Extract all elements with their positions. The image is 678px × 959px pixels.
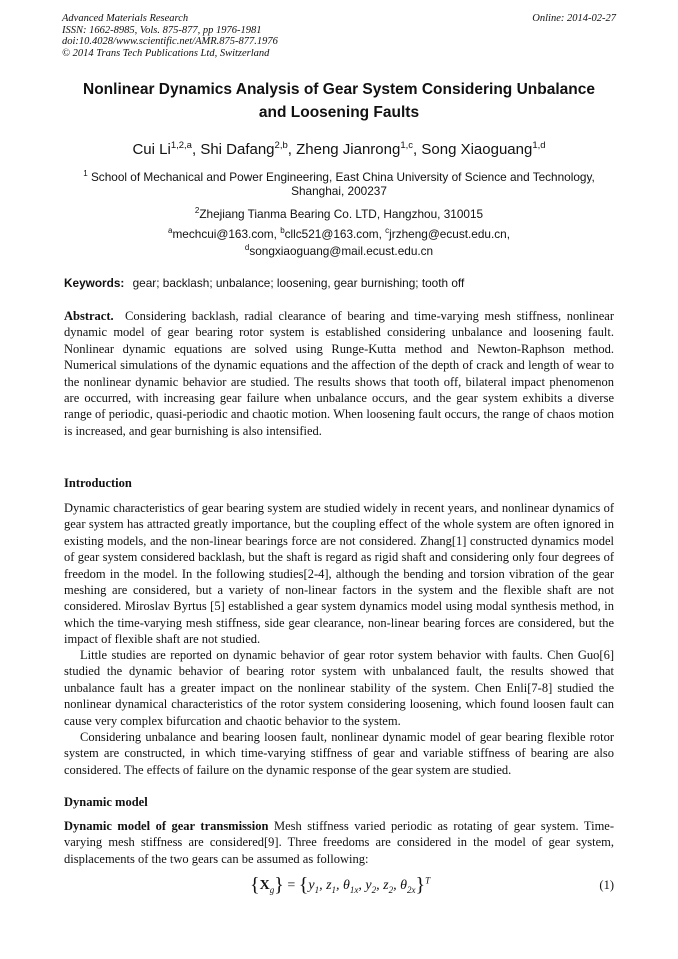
email-mark: a	[168, 226, 173, 235]
keywords-label: Keywords:	[64, 276, 125, 290]
author-list	[40, 140, 638, 158]
author-affiliation-mark: 2,b	[274, 140, 288, 151]
author-affiliation-mark: 1,2,a	[170, 140, 192, 151]
section-heading-introduction: Introduction	[64, 476, 132, 490]
left-brace-symbol: {	[250, 874, 260, 896]
affiliation-1	[62, 167, 616, 199]
subsection-label: Dynamic model of gear transmission	[64, 819, 269, 833]
author-name: Shi Dafang	[200, 141, 275, 158]
email-link[interactable]: songxiaoguang@mail.ecust.edu.cn	[249, 244, 434, 259]
introduction-paragraph-1: Dynamic characteristics of gear bearing system are studied widely in recent years, and nonlinear dynamics of gear system has attracted greatly importance, but the coupling effect of the whole system are often ignored in existing models, and the non-linear bearings force are not considered. Zhang[1] constructed dynamics model of gear system considered backlash, but the shaft is regard as rigid shaft and considering only four degrees of freedom in the model. In the following studies[2-4], although the bending and torsion vibration of the gear meshing are considered, but a variety of non-linear factors in the system and the flexible shaft are not considered. Miroslav Byrtus [5] established a gear system dynamics model using modal synthesis method, in which the time-varying mesh stiffness, side gear clearance, non-linear bearing forces are considered, but the impact of flexible shaft are not studied.	[64, 501, 614, 647]
author-affiliation-mark: 1,d	[532, 140, 546, 151]
title-line-1: Nonlinear Dynamics Analysis of Gear System Considering Unbalance	[83, 81, 595, 98]
journal-issn: ISSN: 1662-8985, Vols. 875-877, pp 1976-1981	[62, 24, 262, 36]
author-name: Zheng Jianrong	[296, 141, 401, 158]
eq-term-subscript: 1	[331, 884, 337, 895]
email-mark: c	[385, 226, 390, 235]
author-affiliation-mark: 1,c	[400, 140, 414, 151]
email-link[interactable]: mechcui@163.com,	[172, 226, 281, 241]
abstract	[64, 308, 614, 439]
affiliation-line: Zhejiang Tianma Bearing Co. LTD, Hangzhou, 310015	[199, 206, 484, 221]
right-brace-symbol: }	[274, 874, 284, 896]
equation-1: $\{X_g\} = \{y_1$, $z_1$, $\theta_{1x}$, $y_2$, $z_2$, $\theta_{2x}\}^T$	[250, 874, 431, 896]
affiliation-mark: 1	[83, 169, 88, 178]
dynamic-model-paragraph	[64, 818, 614, 867]
eq-term-subscript: 2	[388, 884, 394, 895]
author-separator: ,	[287, 141, 297, 158]
journal-doi: doi:10.4028/www.scientific.net/AMR.875-877.1976	[62, 36, 278, 48]
affiliation-mark: 2	[194, 206, 200, 215]
email-list	[62, 224, 616, 259]
affiliation-line: Shanghai, 200237	[291, 184, 387, 199]
equation-number: (1)	[599, 878, 614, 892]
email-mark: d	[244, 243, 250, 253]
eq-equals: =	[287, 878, 296, 893]
author-name: Cui Li	[132, 141, 171, 158]
eq-transpose: T	[425, 875, 431, 886]
left-brace-symbol: {	[298, 874, 309, 896]
journal-name: Advanced Materials Research	[62, 13, 189, 24]
author-separator: ,	[191, 141, 201, 158]
eq-term: θ	[343, 878, 350, 893]
right-brace-symbol: }	[415, 874, 426, 896]
keywords-text: gear; backlash; unbalance; loosening, gear burnishing; tooth off	[132, 276, 465, 290]
eq-term-subscript: 2	[371, 884, 377, 895]
paper-title	[40, 78, 638, 124]
dynamic-model-text: Mesh stiffness varied periodic as rotating of gear system. Time-varying mesh stiffness are considered[9]. Three freedoms are considered in the model of gear system, displacements of the two gears can be assumed as following:	[64, 819, 615, 866]
eq-term: θ	[400, 878, 407, 893]
abstract-text: Considering backlash, radial clearance of bearing and time-varying mesh stiffness, nonlinear dynamic model of gear bearing rotor system is established considering unbalance and loosening fault. Nonlinear dynamic equations are solved using Runge-Kutta method and Newton-Raphson method. Numerical simulations of the dynamic equations and the affection of the depth of crack and length of wear to the nonlinear dynamic behavior are studied. The results shows that tooth off, bilateral impact phenomenon are occurred, with increasing gear failure when unbalance occurs, and the gear system exhibits a diverse range of periodic, quasi-periodic and chaotic motion. When loosening fault occurs, the range of chaos motion is increased, and gear burnishing is also intensified.	[64, 309, 614, 438]
eq-term: y	[365, 878, 372, 893]
email-mark: b	[280, 226, 285, 235]
eq-term-subscript: 1	[314, 884, 320, 895]
author-name: Song Xiaoguang	[421, 141, 533, 158]
journal-copyright: © 2014 Trans Tech Publications Ltd, Switzerland	[62, 47, 270, 59]
section-heading-dynamic-model: Dynamic model	[64, 795, 148, 809]
eq-term: y	[308, 878, 315, 893]
eq-term-subscript: 1x	[349, 884, 359, 895]
email-link[interactable]: jrzheng@ecust.edu.cn,	[389, 226, 510, 241]
eq-lhs-symbol: X	[259, 878, 270, 893]
affiliation-line: School of Mechanical and Power Engineering, East China University of Science and Technology,	[90, 169, 595, 184]
introduction-paragraph-2: Little studies are reported on dynamic behavior of gear rotor system behavior with faults. Chen Guo[6] studied the dynamic behavior of bearing rotor system with unbalanced fault, the results showed that unbalance fault has a greater impact on the nonlinear stability of the system. Chen Enli[7-8] studied the nonlinear dynamical characteristics of the rotor system considering loosening, which found loosen fault can cause very complex bifurcation and chaotic behavior to the system.	[64, 648, 614, 728]
title-line-2: and Loosening Faults	[258, 104, 420, 121]
eq-lhs-subscript: g	[269, 884, 275, 895]
eq-term: z	[383, 878, 389, 893]
email-link[interactable]: cllc521@163.com,	[284, 226, 386, 241]
eq-term-subscript: 2x	[406, 884, 416, 895]
author-separator: ,	[413, 141, 422, 158]
affiliation-2	[62, 204, 616, 221]
eq-term: z	[326, 878, 332, 893]
online-date: Online: 2014-02-27	[532, 13, 616, 24]
abstract-label: Abstract.	[64, 309, 114, 323]
introduction-paragraph-3: Considering unbalance and bearing loosen fault, nonlinear dynamic model of gear bearing flexible rotor system are constructed, in which time-varying stiffness of gear and variable stiffness of bearing are also considered. The effects of failure on the dynamic response of the gear system are studied.	[64, 730, 614, 777]
keywords	[64, 276, 464, 290]
journal-header	[62, 13, 278, 59]
